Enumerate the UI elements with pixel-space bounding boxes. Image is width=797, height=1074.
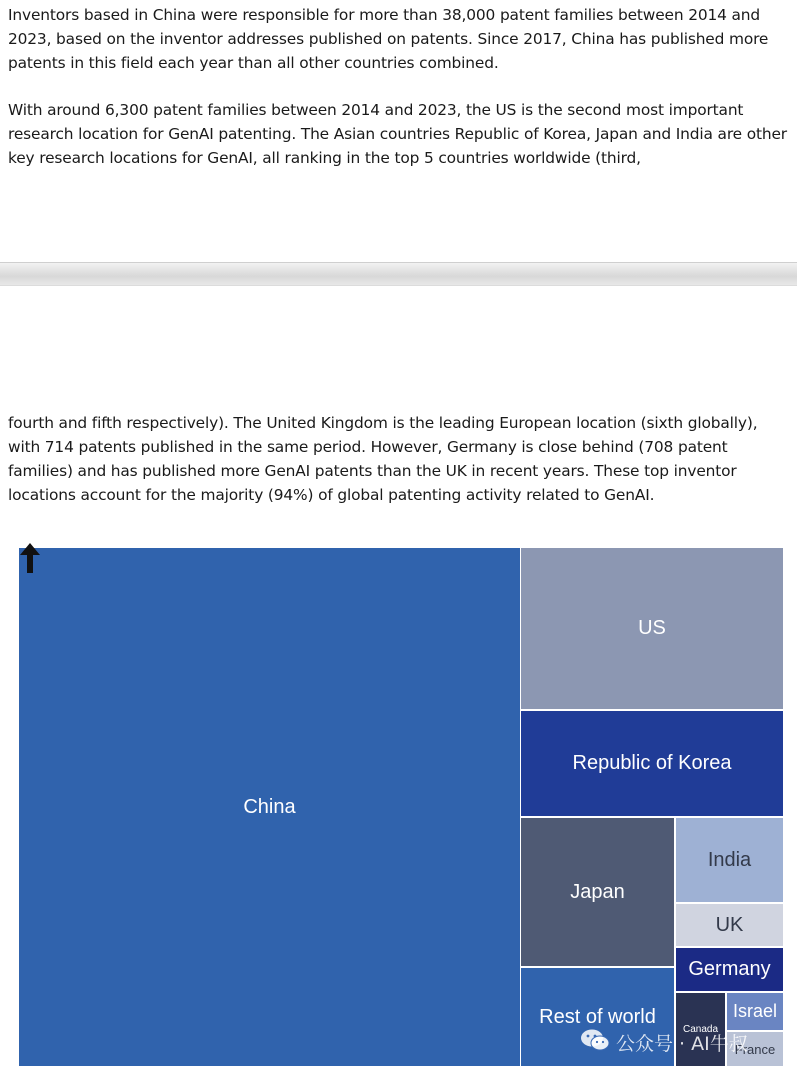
treemap-cell-uk[interactable] — [676, 904, 783, 946]
treemap-label-korea: Republic of Korea — [572, 752, 732, 774]
paragraph-europe: fourth and fifth respectively). The United Kingdom is the leading European location (sixth globally), with 714 patents published in the same period. However, Germany is close behind (708 patent families) and has published more GenAI patents than the UK in recent years. These top inventor locations account for the majority (94%) of global patenting activity related to GenAI. — [8, 414, 758, 504]
treemap-cell-japan[interactable] — [521, 818, 674, 966]
treemap-label-china: China — [243, 795, 296, 818]
treemap-chart — [19, 548, 783, 1066]
treemap-label-france: France — [734, 1041, 776, 1057]
treemap-label-germany: Germany — [688, 958, 771, 980]
treemap-label-japan: Japan — [570, 880, 625, 903]
paragraph-us-asia: With around 6,300 patent families between 2014 and 2023, the US is the second most important research location for GenAI patenting. The Asian countries Republic of Korea, Japan and India are other key research locations for GenAI, all ranking in the top 5 countries worldwide (third, — [8, 101, 787, 167]
up-arrow-icon[interactable] — [18, 541, 42, 575]
watermark — [580, 1029, 748, 1055]
treemap-label-uk: UK — [715, 913, 744, 936]
treemap-cell-china[interactable] — [19, 548, 520, 1066]
treemap-cell-korea[interactable] — [521, 711, 783, 816]
treemap-cell-germany[interactable] — [676, 948, 783, 991]
treemap-label-us: US — [638, 617, 666, 639]
treemap-label-india: India — [707, 848, 752, 871]
paragraph-china: Inventors based in China were responsible for more than 38,000 patent families between 2014 and 2023, based on the inventor addresses published on patents. Since 2017, China has published more patents in this field each year than all other countries combined. — [8, 6, 769, 72]
treemap-label-israel: Israel — [732, 1001, 777, 1021]
watermark-text: 公众号 · AI牛叔 — [616, 1032, 748, 1055]
treemap-label-canada: Canada — [682, 1024, 719, 1035]
treemap-cell-us[interactable] — [521, 548, 783, 709]
page-separator — [0, 262, 797, 286]
treemap-cell-israel[interactable] — [727, 993, 783, 1030]
wechat-icon — [580, 1028, 610, 1057]
treemap-cell-india[interactable] — [676, 818, 783, 902]
treemap-label-rest-of-world: Rest of world — [539, 1005, 656, 1028]
